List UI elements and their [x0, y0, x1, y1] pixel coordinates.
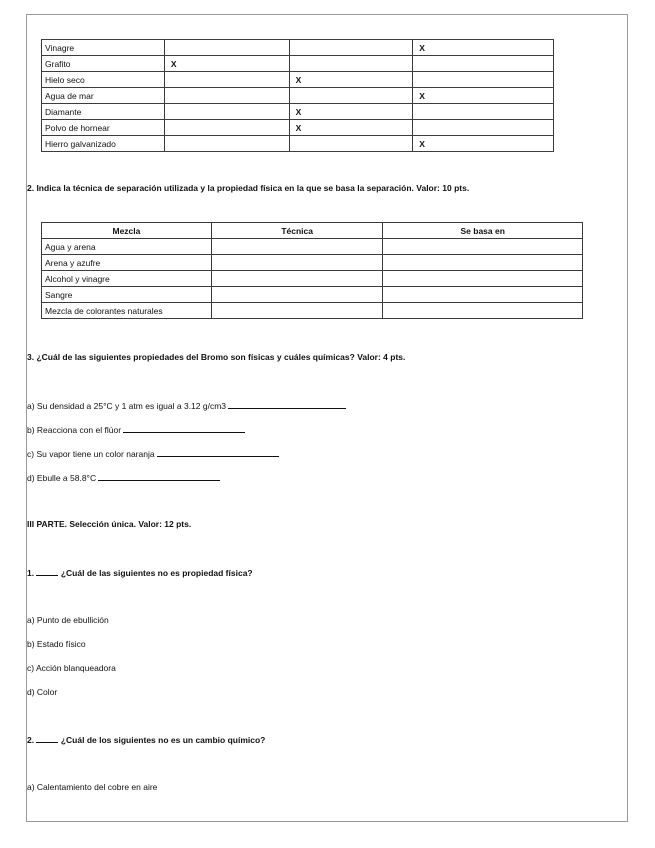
part3-q2 — [27, 734, 265, 745]
technique-cell[interactable] — [211, 303, 383, 319]
classification-row — [42, 40, 554, 56]
q2-option-a: a) Calentamiento del cobre en aire — [27, 782, 158, 792]
q1-option-b: b) Estado físico — [27, 639, 86, 649]
separation-row — [42, 303, 583, 319]
classification-table-body — [42, 40, 554, 152]
basis-cell[interactable] — [383, 271, 583, 287]
header-se-basa-en: Se basa en — [383, 223, 583, 239]
mark-cell-2: X — [289, 72, 413, 88]
mark-cell-3: X — [413, 40, 554, 56]
bromine-item-d — [27, 472, 220, 483]
mark-cell-1 — [164, 40, 289, 56]
separation-row — [42, 287, 583, 303]
mark-cell-2: X — [289, 104, 413, 120]
technique-cell[interactable] — [211, 239, 383, 255]
mark-cell-3 — [413, 56, 554, 72]
bromine-item-a — [27, 400, 346, 411]
q1-answer-blank[interactable] — [36, 567, 58, 576]
mark-cell-1 — [164, 104, 289, 120]
bromine-item-c — [27, 448, 279, 459]
separation-row — [42, 271, 583, 287]
q1-text: ¿Cuál de las siguientes no es propiedad física? — [60, 568, 253, 578]
q1-option-c: c) Acción blanqueadora — [27, 663, 116, 673]
mark-cell-3 — [413, 104, 554, 120]
section2-question: 2. Indica la técnica de separación utilizada y la propiedad física en la que se basa la separación. Valor: 10 pts. — [27, 183, 470, 193]
bromine-item-b — [27, 424, 245, 435]
basis-cell[interactable] — [383, 303, 583, 319]
basis-cell[interactable] — [383, 287, 583, 303]
mixture-cell: Mezcla de colorantes naturales — [42, 303, 212, 319]
q2-answer-blank[interactable] — [36, 734, 58, 743]
substance-cell: Polvo de hornear — [42, 120, 165, 136]
mark-cell-2 — [289, 56, 413, 72]
q1-number: 1. — [27, 568, 35, 578]
substance-cell: Hielo seco — [42, 72, 165, 88]
mark-cell-3 — [413, 72, 554, 88]
separation-row — [42, 255, 583, 271]
mark-cell-1 — [164, 120, 289, 136]
classification-row — [42, 56, 554, 72]
technique-cell[interactable] — [211, 271, 383, 287]
mark-cell-2 — [289, 136, 413, 152]
part3-q1 — [27, 567, 253, 578]
mark-cell-1 — [164, 88, 289, 104]
separation-row — [42, 239, 583, 255]
bromine-item-c-text: c) Su vapor tiene un color naranja — [27, 449, 155, 459]
mark-cell-1: X — [164, 56, 289, 72]
mixture-cell: Sangre — [42, 287, 212, 303]
mixture-cell: Agua y arena — [42, 239, 212, 255]
q1-option-d: d) Color — [27, 687, 58, 697]
bromine-item-b-text: b) Reacciona con el flúor — [27, 425, 122, 435]
mark-cell-1 — [164, 136, 289, 152]
mark-cell-1 — [164, 72, 289, 88]
bromine-item-d-text: d) Ebulle a 58.8°C — [27, 473, 97, 483]
q2-number: 2. — [27, 735, 35, 745]
separation-table — [41, 222, 583, 319]
separation-table-header — [42, 223, 583, 239]
answer-blank[interactable] — [98, 472, 220, 481]
q1-option-a: a) Punto de ebullición — [27, 615, 109, 625]
mark-cell-3: X — [413, 136, 554, 152]
separation-table-body — [42, 239, 583, 319]
mark-cell-3 — [413, 120, 554, 136]
substance-cell: Grafito — [42, 56, 165, 72]
q2-text: ¿Cuál de los siguientes no es un cambio químico? — [60, 735, 266, 745]
mark-cell-2: X — [289, 120, 413, 136]
mixture-cell: Alcohol y vinagre — [42, 271, 212, 287]
classification-row — [42, 104, 554, 120]
substance-cell: Vinagre — [42, 40, 165, 56]
bromine-item-a-text: a) Su densidad a 25°C y 1 atm es igual a 3.12 g/cm3 — [27, 401, 227, 411]
classification-row — [42, 88, 554, 104]
mark-cell-2 — [289, 40, 413, 56]
basis-cell[interactable] — [383, 255, 583, 271]
classification-row — [42, 136, 554, 152]
header-tecnica: Técnica — [211, 223, 383, 239]
mark-cell-2 — [289, 88, 413, 104]
substance-cell: Diamante — [42, 104, 165, 120]
answer-blank[interactable] — [123, 424, 245, 433]
classification-row — [42, 120, 554, 136]
substance-cell: Agua de mar — [42, 88, 165, 104]
classification-row — [42, 72, 554, 88]
answer-blank[interactable] — [228, 400, 346, 409]
document-page — [26, 14, 628, 822]
technique-cell[interactable] — [211, 287, 383, 303]
section3-question: 3. ¿Cuál de las siguientes propiedades del Bromo son físicas y cuáles químicas? Valor: 4 pts. — [27, 352, 406, 362]
technique-cell[interactable] — [211, 255, 383, 271]
classification-table — [41, 39, 554, 152]
mixture-cell: Arena y azufre — [42, 255, 212, 271]
part3-title: III PARTE. Selección única. Valor: 12 pts. — [27, 519, 192, 529]
basis-cell[interactable] — [383, 239, 583, 255]
mark-cell-3: X — [413, 88, 554, 104]
answer-blank[interactable] — [157, 448, 279, 457]
header-mezcla: Mezcla — [42, 223, 212, 239]
substance-cell: Hierro galvanizado — [42, 136, 165, 152]
